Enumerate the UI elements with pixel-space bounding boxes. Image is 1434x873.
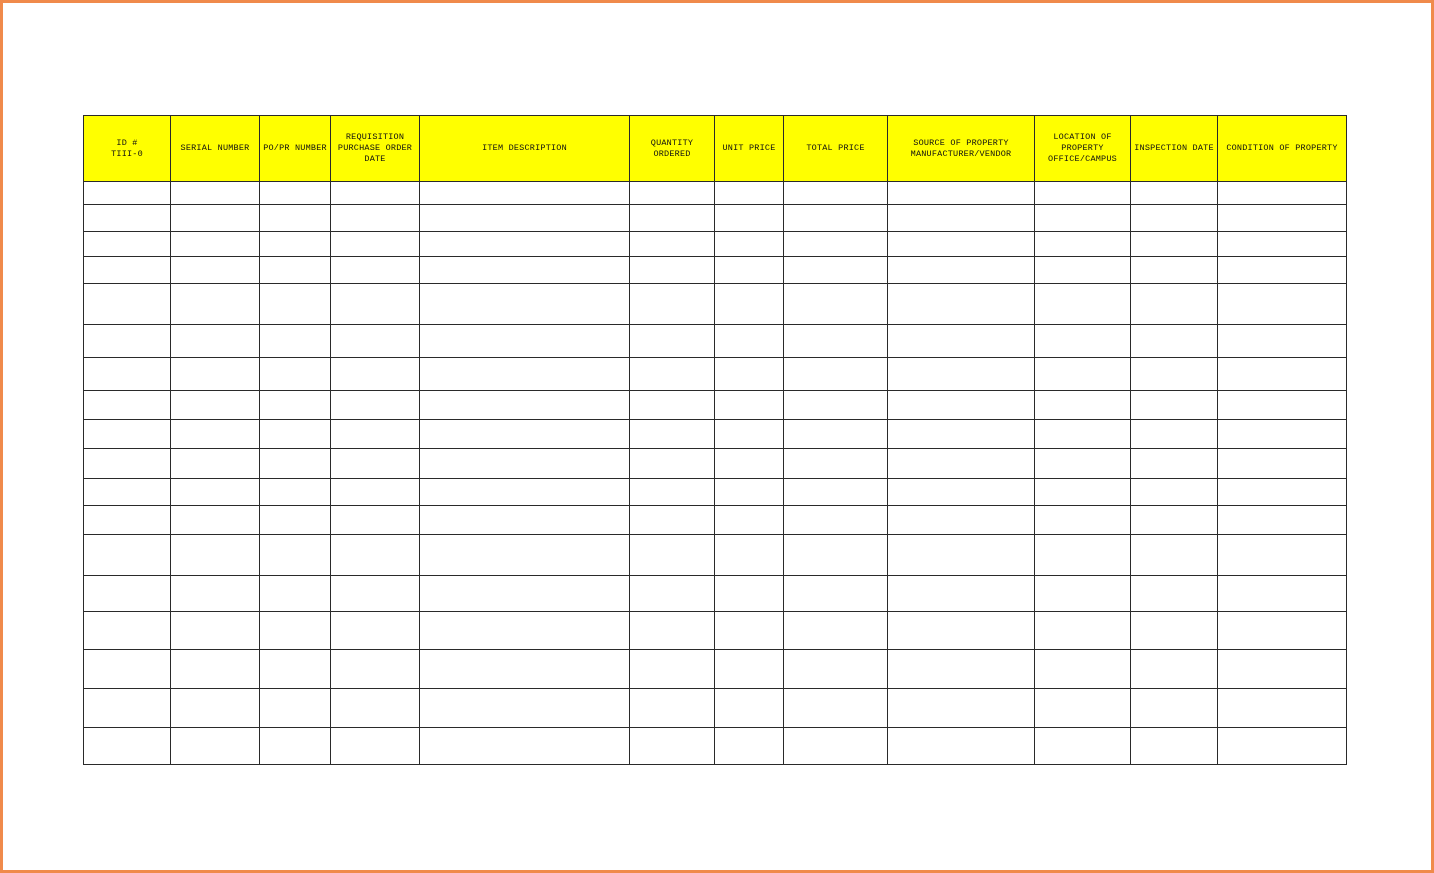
table-cell[interactable] [171,182,260,205]
header-inspection-date: INSPECTION DATE [1131,116,1218,182]
table-cell[interactable] [260,284,331,325]
table-cell[interactable] [784,391,888,420]
table-cell[interactable] [715,449,784,479]
table-cell[interactable] [1218,576,1347,612]
table-cell[interactable] [171,391,260,420]
table-cell[interactable] [888,257,1035,284]
table-cell[interactable] [260,612,331,650]
table-cell[interactable] [630,358,715,391]
table-cell[interactable] [260,325,331,358]
table-cell[interactable] [1035,689,1131,728]
table-cell[interactable] [331,325,420,358]
table-cell[interactable] [171,576,260,612]
table-cell[interactable] [1035,325,1131,358]
table-cell[interactable] [630,391,715,420]
table-cell[interactable] [171,325,260,358]
table-cell[interactable] [630,650,715,689]
table-cell[interactable] [420,728,630,765]
table-cell[interactable] [888,506,1035,535]
table-cell[interactable] [171,689,260,728]
table-cell[interactable] [715,479,784,506]
table-row [84,728,1347,765]
table-cell[interactable] [331,257,420,284]
table-cell[interactable] [420,232,630,257]
table-cell[interactable] [784,728,888,765]
table-cell[interactable] [331,506,420,535]
table-cell[interactable] [1035,420,1131,449]
table-cell[interactable] [630,612,715,650]
table-cell[interactable] [420,284,630,325]
table-cell[interactable] [784,232,888,257]
table-row [84,479,1347,506]
table-cell[interactable] [1035,257,1131,284]
table-cell[interactable] [1035,449,1131,479]
table-cell[interactable] [1218,257,1347,284]
table-cell[interactable] [1218,535,1347,576]
table-cell[interactable] [331,182,420,205]
table-cell[interactable] [784,205,888,232]
table-cell[interactable] [331,420,420,449]
table-row [84,182,1347,205]
table-cell[interactable] [84,728,171,765]
table-cell[interactable] [260,535,331,576]
table-cell[interactable] [715,358,784,391]
table-cell[interactable] [888,689,1035,728]
table-cell[interactable] [260,728,331,765]
table-cell[interactable] [331,728,420,765]
table-cell[interactable] [1035,358,1131,391]
table-cell[interactable] [260,205,331,232]
table-cell[interactable] [715,182,784,205]
table-cell[interactable] [888,284,1035,325]
table-cell[interactable] [630,205,715,232]
table-cell[interactable] [1218,650,1347,689]
inventory-table [83,115,1347,765]
table-cell[interactable] [1131,232,1218,257]
table-cell[interactable] [1218,728,1347,765]
header-unit-price: UNIT PRICE [715,116,784,182]
table-cell[interactable] [260,506,331,535]
table-cell[interactable] [1218,391,1347,420]
table-cell[interactable] [1131,391,1218,420]
table-cell[interactable] [1131,257,1218,284]
table-cell[interactable] [331,612,420,650]
table-row [84,650,1347,689]
table-cell[interactable] [1218,232,1347,257]
table-cell[interactable] [888,650,1035,689]
table-cell[interactable] [171,506,260,535]
table-cell[interactable] [1131,689,1218,728]
table-cell[interactable] [420,650,630,689]
table-cell[interactable] [1218,689,1347,728]
table-row [84,358,1347,391]
table-cell[interactable] [84,479,171,506]
table-cell[interactable] [331,391,420,420]
table-cell[interactable] [1131,535,1218,576]
table-cell[interactable] [630,689,715,728]
table-cell[interactable] [1218,284,1347,325]
table-cell[interactable] [331,232,420,257]
table-cell[interactable] [84,449,171,479]
table-cell[interactable] [260,391,331,420]
table-cell[interactable] [260,576,331,612]
table-cell[interactable] [84,325,171,358]
table-cell[interactable] [1035,650,1131,689]
table-cell[interactable] [171,650,260,689]
table-cell[interactable] [84,650,171,689]
table-cell[interactable] [420,420,630,449]
table-row [84,205,1347,232]
table-cell[interactable] [784,689,888,728]
table-cell[interactable] [630,506,715,535]
table-cell[interactable] [1131,358,1218,391]
table-cell[interactable] [630,479,715,506]
table-cell[interactable] [630,325,715,358]
table-cell[interactable] [630,449,715,479]
table-cell[interactable] [1035,182,1131,205]
table-cell[interactable] [84,182,171,205]
table-cell[interactable] [260,479,331,506]
table-cell[interactable] [171,479,260,506]
table-cell[interactable] [420,257,630,284]
table-cell[interactable] [260,232,331,257]
table-cell[interactable] [1131,479,1218,506]
table-cell[interactable] [715,576,784,612]
header-source-of-property: SOURCE OF PROPERTY MANUFACTURER/VENDOR [888,116,1035,182]
table-cell[interactable] [171,420,260,449]
table-cell[interactable] [715,506,784,535]
table-cell[interactable] [1218,449,1347,479]
table-row [84,284,1347,325]
table-row [84,325,1347,358]
header-po-pr-number: PO/PR NUMBER [260,116,331,182]
table-row [84,576,1347,612]
table-cell[interactable] [171,449,260,479]
table-cell[interactable] [171,284,260,325]
table-cell[interactable] [784,535,888,576]
table-cell[interactable] [888,535,1035,576]
table-cell[interactable] [260,650,331,689]
table-cell[interactable] [784,650,888,689]
table-cell[interactable] [784,506,888,535]
header-id: ID # TIII-0 [84,116,171,182]
table-cell[interactable] [331,205,420,232]
table-cell[interactable] [171,358,260,391]
table-cell[interactable] [420,182,630,205]
table-cell[interactable] [84,205,171,232]
table-cell[interactable] [715,420,784,449]
table-row [84,420,1347,449]
table-cell[interactable] [630,232,715,257]
table-cell[interactable] [1131,420,1218,449]
table-cell[interactable] [84,689,171,728]
table-cell[interactable] [1218,479,1347,506]
table-row [84,689,1347,728]
table-row [84,257,1347,284]
table-cell[interactable] [331,650,420,689]
table-cell[interactable] [84,232,171,257]
table-cell[interactable] [260,449,331,479]
table-cell[interactable] [784,358,888,391]
table-cell[interactable] [84,420,171,449]
header-requisition-date: REQUISITION PURCHASE ORDER DATE [331,116,420,182]
table-cell[interactable] [420,506,630,535]
table-cell[interactable] [715,612,784,650]
table-cell[interactable] [1131,325,1218,358]
table-cell[interactable] [1035,391,1131,420]
table-cell[interactable] [1035,535,1131,576]
header-condition-of-property: CONDITION OF PROPERTY [1218,116,1347,182]
header-serial-number: SERIAL NUMBER [171,116,260,182]
table-cell[interactable] [888,205,1035,232]
table-cell[interactable] [420,612,630,650]
table-cell[interactable] [84,284,171,325]
table-cell[interactable] [1218,420,1347,449]
table-cell[interactable] [1218,506,1347,535]
table-cell[interactable] [715,257,784,284]
table-row [84,535,1347,576]
table-cell[interactable] [420,535,630,576]
table-cell[interactable] [171,232,260,257]
table-cell[interactable] [1131,728,1218,765]
table-cell[interactable] [630,257,715,284]
table-cell[interactable] [888,728,1035,765]
table-cell[interactable] [84,358,171,391]
table-cell[interactable] [260,257,331,284]
table-cell[interactable] [1218,358,1347,391]
header-item-description: ITEM DESCRIPTION [420,116,630,182]
table-cell[interactable] [630,182,715,205]
table-cell[interactable] [84,576,171,612]
table-cell[interactable] [715,232,784,257]
table-cell[interactable] [84,612,171,650]
table-cell[interactable] [1035,284,1131,325]
table-cell[interactable] [331,689,420,728]
table-cell[interactable] [1035,612,1131,650]
table-cell[interactable] [1035,576,1131,612]
header-location-of-property: LOCATION OF PROPERTY OFFICE/CAMPUS [1035,116,1131,182]
table-cell[interactable] [1131,650,1218,689]
table-cell[interactable] [888,232,1035,257]
table-cell[interactable] [84,535,171,576]
table-cell[interactable] [1218,612,1347,650]
table-cell[interactable] [1218,182,1347,205]
table-cell[interactable] [715,325,784,358]
table-cell[interactable] [784,420,888,449]
table-cell[interactable] [84,506,171,535]
table-cell[interactable] [260,420,331,449]
table-cell[interactable] [331,576,420,612]
table-cell[interactable] [171,612,260,650]
table-cell[interactable] [784,612,888,650]
table-cell[interactable] [420,689,630,728]
table-cell[interactable] [715,728,784,765]
table-body [84,182,1347,765]
table-cell[interactable] [420,479,630,506]
table-row [84,506,1347,535]
table-row [84,612,1347,650]
table-cell[interactable] [420,576,630,612]
table-cell[interactable] [1131,506,1218,535]
table-cell[interactable] [715,650,784,689]
table-cell[interactable] [420,205,630,232]
table-cell[interactable] [171,257,260,284]
table-cell[interactable] [84,391,171,420]
header-row [84,116,1347,182]
table-cell[interactable] [1035,479,1131,506]
table-row [84,449,1347,479]
table-cell[interactable] [1035,232,1131,257]
table-cell[interactable] [784,576,888,612]
table-cell[interactable] [888,358,1035,391]
table-cell[interactable] [784,284,888,325]
table-cell[interactable] [420,449,630,479]
table-cell[interactable] [630,576,715,612]
table-cell[interactable] [1131,449,1218,479]
table-cell[interactable] [171,535,260,576]
table-cell[interactable] [1131,284,1218,325]
table-cell[interactable] [630,420,715,449]
table-cell[interactable] [715,535,784,576]
table-cell[interactable] [260,689,331,728]
table-cell[interactable] [1131,182,1218,205]
table-cell[interactable] [784,257,888,284]
table-cell[interactable] [784,325,888,358]
table-cell[interactable] [1218,325,1347,358]
table-cell[interactable] [331,284,420,325]
table-cell[interactable] [420,391,630,420]
table-cell[interactable] [784,182,888,205]
table-cell[interactable] [715,284,784,325]
table-cell[interactable] [171,728,260,765]
table-cell[interactable] [784,479,888,506]
table-cell[interactable] [260,358,331,391]
table-cell[interactable] [1131,612,1218,650]
table-cell[interactable] [630,728,715,765]
table-cell[interactable] [1035,205,1131,232]
table-cell[interactable] [1035,728,1131,765]
table-cell[interactable] [784,449,888,479]
table-cell[interactable] [888,325,1035,358]
table-cell[interactable] [888,391,1035,420]
table-cell[interactable] [1218,205,1347,232]
table-row [84,232,1347,257]
table-cell[interactable] [888,182,1035,205]
table-cell[interactable] [171,205,260,232]
table-cell[interactable] [84,257,171,284]
table-cell[interactable] [1131,205,1218,232]
table-cell[interactable] [420,325,630,358]
table-cell[interactable] [260,182,331,205]
table-cell[interactable] [715,391,784,420]
table-cell[interactable] [331,535,420,576]
table-cell[interactable] [888,612,1035,650]
table-cell[interactable] [331,449,420,479]
table-cell[interactable] [715,689,784,728]
table-cell[interactable] [331,358,420,391]
table-cell[interactable] [1035,506,1131,535]
table-cell[interactable] [331,479,420,506]
table-row [84,391,1347,420]
header-total-price: TOTAL PRICE [784,116,888,182]
table-cell[interactable] [888,449,1035,479]
table-cell[interactable] [888,479,1035,506]
table-cell[interactable] [420,358,630,391]
table-cell[interactable] [630,535,715,576]
table-cell[interactable] [888,420,1035,449]
header-quantity-ordered: QUANTITY ORDERED [630,116,715,182]
table-cell[interactable] [1131,576,1218,612]
table-cell[interactable] [888,576,1035,612]
table-cell[interactable] [630,284,715,325]
table-cell[interactable] [715,205,784,232]
